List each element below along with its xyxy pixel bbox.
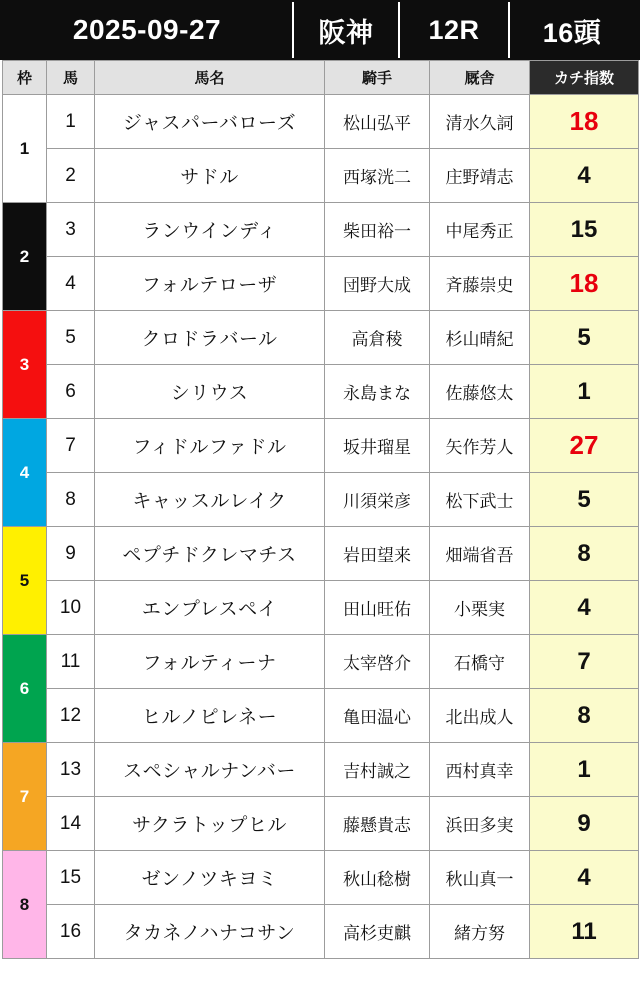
stable-cell: 佐藤悠太 (430, 365, 530, 419)
column-header-name: 馬名 (95, 61, 325, 95)
umaban-cell: 1 (47, 95, 95, 149)
table-row[interactable] (3, 149, 639, 203)
horse-name-cell: タカネノハナコサン (95, 905, 325, 959)
horse-name-cell: サドル (95, 149, 325, 203)
race-header (0, 0, 640, 60)
stable-cell: 矢作芳人 (430, 419, 530, 473)
umaban-cell: 5 (47, 311, 95, 365)
table-row[interactable] (3, 635, 639, 689)
jockey-cell: 高倉稜 (325, 311, 430, 365)
table-row[interactable] (3, 797, 639, 851)
umaban-cell: 2 (47, 149, 95, 203)
entries-table-head (3, 61, 639, 95)
stable-cell: 浜田多実 (430, 797, 530, 851)
umaban-cell: 16 (47, 905, 95, 959)
jockey-cell: 太宰啓介 (325, 635, 430, 689)
table-row[interactable] (3, 689, 639, 743)
horse-name-cell: ヒルノピレネー (95, 689, 325, 743)
kachi-index-cell: 15 (530, 203, 639, 257)
kachi-index-cell: 18 (530, 95, 639, 149)
kachi-index-cell: 1 (530, 743, 639, 797)
jockey-cell: 岩田望来 (325, 527, 430, 581)
kachi-index-cell: 5 (530, 473, 639, 527)
kachi-index-cell: 4 (530, 851, 639, 905)
jockey-cell: 永島まな (325, 365, 430, 419)
kachi-index-cell: 18 (530, 257, 639, 311)
jockey-cell: 柴田裕一 (325, 203, 430, 257)
table-row[interactable] (3, 419, 639, 473)
kachi-index-cell: 27 (530, 419, 639, 473)
column-header-stable: 厩舎 (430, 61, 530, 95)
umaban-cell: 11 (47, 635, 95, 689)
jockey-cell: 団野大成 (325, 257, 430, 311)
column-header-index: カチ指数 (530, 61, 639, 95)
horse-name-cell: フィドルファドル (95, 419, 325, 473)
stable-cell: 松下武士 (430, 473, 530, 527)
umaban-cell: 7 (47, 419, 95, 473)
table-row[interactable] (3, 311, 639, 365)
horse-name-cell: ランウインディ (95, 203, 325, 257)
kachi-index-cell: 9 (530, 797, 639, 851)
horse-name-cell: ゼンノツキヨミ (95, 851, 325, 905)
umaban-cell: 8 (47, 473, 95, 527)
kachi-index-cell: 1 (530, 365, 639, 419)
table-row[interactable] (3, 581, 639, 635)
stable-cell: 畑端省吾 (430, 527, 530, 581)
umaban-cell: 10 (47, 581, 95, 635)
stable-cell: 秋山真一 (430, 851, 530, 905)
table-row[interactable] (3, 203, 639, 257)
horse-name-cell: ペプチドクレマチス (95, 527, 325, 581)
waku-cell: 1 (3, 95, 47, 203)
table-row[interactable] (3, 95, 639, 149)
race-date: 2025-09-27 (2, 2, 294, 58)
table-header-row (3, 61, 639, 95)
horse-name-cell: シリウス (95, 365, 325, 419)
stable-cell: 杉山晴紀 (430, 311, 530, 365)
jockey-cell: 藤懸貴志 (325, 797, 430, 851)
umaban-cell: 14 (47, 797, 95, 851)
table-row[interactable] (3, 743, 639, 797)
race-track: 阪神 (294, 2, 400, 58)
umaban-cell: 9 (47, 527, 95, 581)
waku-cell: 7 (3, 743, 47, 851)
waku-cell: 8 (3, 851, 47, 959)
table-row[interactable] (3, 257, 639, 311)
stable-cell: 西村真幸 (430, 743, 530, 797)
horse-name-cell: クロドラバール (95, 311, 325, 365)
horse-name-cell: エンプレスペイ (95, 581, 325, 635)
jockey-cell: 坂井瑠星 (325, 419, 430, 473)
jockey-cell: 西塚洸二 (325, 149, 430, 203)
table-row[interactable] (3, 851, 639, 905)
horse-name-cell: ジャスパーバローズ (95, 95, 325, 149)
umaban-cell: 15 (47, 851, 95, 905)
jockey-cell: 松山弘平 (325, 95, 430, 149)
umaban-cell: 4 (47, 257, 95, 311)
entries-table (2, 60, 639, 959)
umaban-cell: 13 (47, 743, 95, 797)
umaban-cell: 6 (47, 365, 95, 419)
stable-cell: 緒方努 (430, 905, 530, 959)
race-number: 12R (400, 2, 510, 58)
jockey-cell: 亀田温心 (325, 689, 430, 743)
table-row[interactable] (3, 527, 639, 581)
kachi-index-cell: 8 (530, 689, 639, 743)
stable-cell: 斉藤崇史 (430, 257, 530, 311)
column-header-umaban: 馬 (47, 61, 95, 95)
jockey-cell: 高杉吏麒 (325, 905, 430, 959)
kachi-index-cell: 8 (530, 527, 639, 581)
table-row[interactable] (3, 473, 639, 527)
jockey-cell: 川須栄彦 (325, 473, 430, 527)
stable-cell: 小栗実 (430, 581, 530, 635)
kachi-index-cell: 5 (530, 311, 639, 365)
waku-cell: 2 (3, 203, 47, 311)
column-header-jockey: 騎手 (325, 61, 430, 95)
umaban-cell: 12 (47, 689, 95, 743)
kachi-index-cell: 11 (530, 905, 639, 959)
table-row[interactable] (3, 905, 639, 959)
kachi-index-cell: 7 (530, 635, 639, 689)
horse-name-cell: キャッスルレイク (95, 473, 325, 527)
horse-name-cell: サクラトップヒル (95, 797, 325, 851)
stable-cell: 庄野靖志 (430, 149, 530, 203)
stable-cell: 北出成人 (430, 689, 530, 743)
stable-cell: 中尾秀正 (430, 203, 530, 257)
column-header-waku: 枠 (3, 61, 47, 95)
umaban-cell: 3 (47, 203, 95, 257)
table-row[interactable] (3, 365, 639, 419)
waku-cell: 6 (3, 635, 47, 743)
waku-cell: 5 (3, 527, 47, 635)
entries-table-body (3, 95, 639, 959)
horse-name-cell: フォルティーナ (95, 635, 325, 689)
jockey-cell: 吉村誠之 (325, 743, 430, 797)
horse-name-cell: フォルテローザ (95, 257, 325, 311)
horse-name-cell: スペシャルナンバー (95, 743, 325, 797)
kachi-index-cell: 4 (530, 149, 639, 203)
jockey-cell: 秋山稔樹 (325, 851, 430, 905)
waku-cell: 4 (3, 419, 47, 527)
jockey-cell: 田山旺佑 (325, 581, 430, 635)
waku-cell: 3 (3, 311, 47, 419)
race-horse-count: 16頭 (542, 17, 602, 48)
kachi-index-cell: 4 (530, 581, 639, 635)
stable-cell: 石橋守 (430, 635, 530, 689)
stable-cell: 清水久詞 (430, 95, 530, 149)
